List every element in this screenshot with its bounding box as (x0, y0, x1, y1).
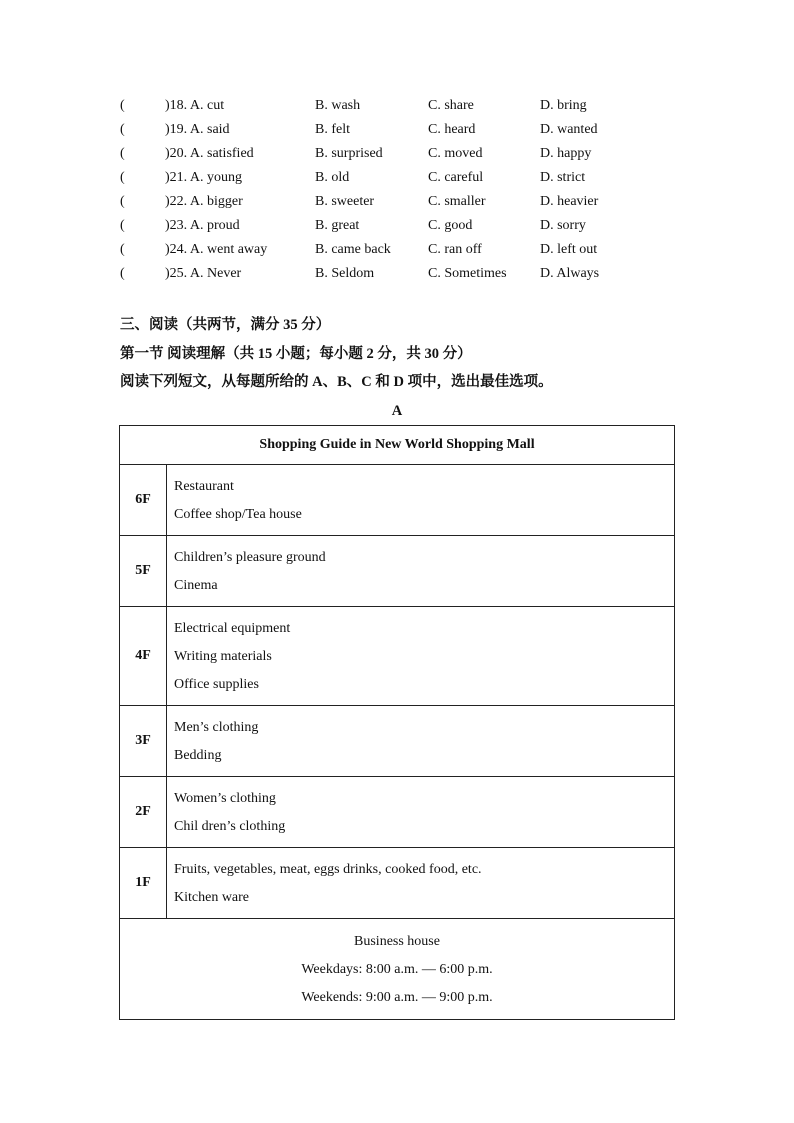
guide-title: Shopping Guide in New World Shopping Mall (120, 426, 675, 465)
floor-items (167, 777, 675, 848)
option-b: B. Seldom (315, 266, 375, 281)
section-title: 三、阅读（共两节，满分 35 分） (120, 317, 331, 333)
option-d: D. happy (540, 146, 592, 161)
passage-label: A (391, 403, 403, 419)
option-d: D. Always (540, 266, 600, 281)
option-b: B. great (315, 218, 360, 233)
option-b: B. felt (315, 122, 350, 137)
floor-item: Bedding (174, 748, 222, 763)
floor-item: Electrical equipment (174, 621, 291, 636)
answer-blank: ( (120, 122, 125, 137)
option-d: D. left out (540, 242, 598, 257)
hours-title: Business house (354, 934, 440, 949)
option-d: D. heavier (540, 194, 599, 209)
weekend-hours: Weekends: 9:00 a.m. — 9:00 p.m. (301, 990, 493, 1005)
floor-label: 1F (120, 848, 167, 919)
option-a: )18. A. cut (165, 98, 225, 113)
option-a: )23. A. proud (165, 218, 240, 233)
option-b: B. wash (315, 98, 361, 113)
option-d: D. wanted (540, 122, 598, 137)
option-a: )19. A. said (165, 122, 230, 137)
floor-item: Children’s pleasure ground (174, 550, 326, 565)
floor-item: Coffee shop/Tea house (174, 507, 302, 522)
option-a: )22. A. bigger (165, 194, 243, 209)
floor-row (120, 777, 675, 848)
floor-item: Men’s clothing (174, 720, 259, 735)
floor-label: 2F (120, 777, 167, 848)
option-d: D. strict (540, 170, 586, 185)
floor-items (167, 607, 675, 706)
option-d: D. bring (540, 98, 587, 113)
weekday-hours: Weekdays: 8:00 a.m. — 6:00 p.m. (301, 962, 493, 977)
part-title: 第一节 阅读理解（共 15 小题；每小题 2 分，共 30 分） (120, 346, 472, 362)
floor-item: Women’s clothing (174, 791, 276, 806)
floor-row (120, 706, 675, 777)
option-b: B. sweeter (315, 194, 375, 209)
floor-label: 6F (120, 465, 167, 536)
option-b: B. old (315, 170, 350, 185)
floor-rows (120, 465, 675, 919)
option-b: B. came back (315, 242, 391, 257)
floor-item: Chil dren’s clothing (174, 819, 286, 834)
answer-blank: ( (120, 266, 125, 281)
option-c: C. moved (428, 146, 483, 161)
option-a: )21. A. young (165, 170, 242, 185)
floor-item: Writing materials (174, 649, 272, 664)
answer-blank: ( (120, 194, 125, 209)
floor-items (167, 706, 675, 777)
option-c: C. ran off (428, 242, 482, 257)
instruction-text: 阅读下列短文，从每题所给的 A、B、C 和 D 项中，选出最佳选项。 (120, 374, 553, 390)
business-hours (120, 919, 675, 1020)
answer-blank: ( (120, 170, 125, 185)
option-a: )24. A. went away (165, 242, 268, 257)
option-c: C. heard (428, 122, 476, 137)
floor-items (167, 536, 675, 607)
option-c: C. good (428, 218, 473, 233)
floor-item: Cinema (174, 578, 218, 593)
answer-blank: ( (120, 218, 125, 233)
option-c: C. share (428, 98, 474, 113)
floor-label: 4F (120, 607, 167, 706)
answer-blank: ( (120, 242, 125, 257)
floor-item: Office supplies (174, 677, 259, 692)
floor-item: Fruits, vegetables, meat, eggs drinks, cooked food, etc. (174, 862, 482, 877)
floor-item: Restaurant (174, 479, 234, 494)
floor-row (120, 465, 675, 536)
floor-row (120, 848, 675, 919)
shopping-guide-table (119, 425, 675, 1020)
floor-row (120, 536, 675, 607)
floor-items (167, 848, 675, 919)
floor-items (167, 465, 675, 536)
option-c: C. smaller (428, 194, 486, 209)
option-a: )20. A. satisfied (165, 146, 254, 161)
answer-blank: ( (120, 98, 125, 113)
floor-item: Kitchen ware (174, 890, 250, 905)
answer-blank: ( (120, 146, 125, 161)
option-d: D. sorry (540, 218, 586, 233)
option-c: C. careful (428, 170, 484, 185)
option-c: C. Sometimes (428, 266, 507, 281)
option-b: B. surprised (315, 146, 383, 161)
floor-label: 5F (120, 536, 167, 607)
floor-label: 3F (120, 706, 167, 777)
option-a: )25. A. Never (165, 266, 242, 281)
floor-row (120, 607, 675, 706)
